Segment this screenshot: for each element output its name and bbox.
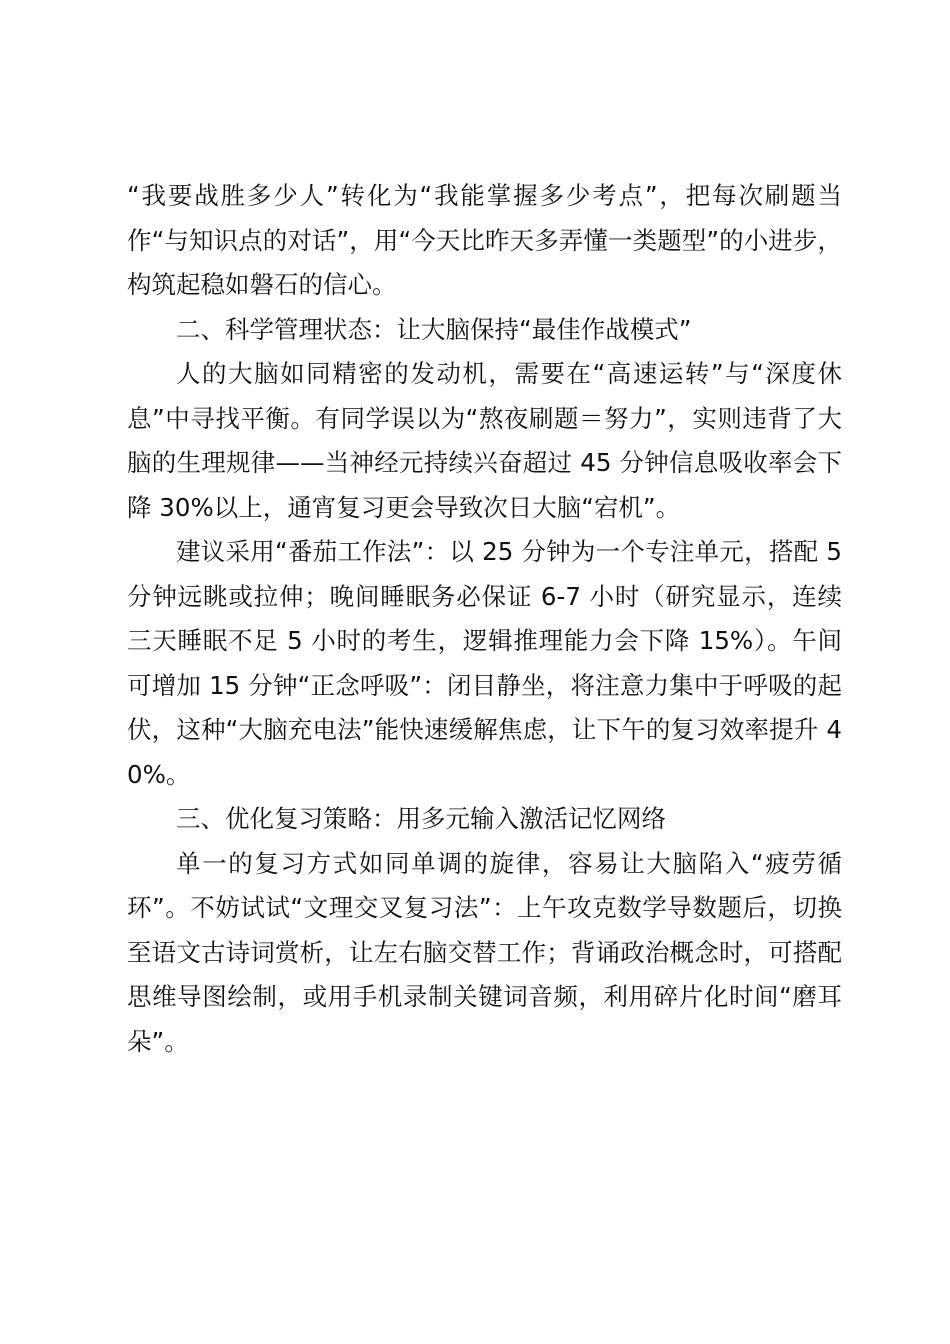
document-body <box>127 174 842 1064</box>
section-heading-review-strategy: 三、优化复习策略：用多元输入激活记忆网络 <box>176 804 666 833</box>
paragraph-continued-confidence: “我要战胜多少人”转化为“我能掌握多少考点”，把每次刷题当作“与知识点的对话”，用“今天比昨天多弄懂一类题型”的小进步，构筑起稳如磐石的信心。 <box>127 181 842 299</box>
section-heading-state-management: 二、科学管理状态：让大脑保持“最佳作战模式” <box>176 314 692 344</box>
paragraph-cross-review: 单一的复习方式如同单调的旋律，容易让大脑陷入“疲劳循环”。不妨试试“文理交叉复习法”：上午攻克数学导数题后，切换至语文古诗词赏析，让左右脑交替工作；背诵政治概念时，可搭配思维导图绘制，或用手机录制关键词音频，利用碎片化时间“磨耳朵”。 <box>127 848 842 1056</box>
paragraph-pomodoro: 建议采用“番茄工作法”：以 25 分钟为一个专注单元，搭配 5 分钟远眺或拉伸；晚间睡眠务必保证 6-7 小时（研究显示，连续三天睡眠不足 5 小时的考生，逻辑推理能力会下降 15%）。午间可增加 15 分钟“正念呼吸”：闭目静坐，将注意力集中于呼吸的起伏，这种“大脑充电法”能快速缓解焦虑，让下午的复习效率提升 40%。 <box>127 537 842 789</box>
paragraph-brain-engine: 人的大脑如同精密的发动机，需要在“高速运转”与“深度休息”中寻找平衡。有同学误以为“熬夜刷题＝努力”，实则违背了大脑的生理规律——当神经元持续兴奋超过 45 分钟信息吸收率会下降 30%以上，通宵复习更会导致次日大脑“宕机”。 <box>127 359 842 522</box>
